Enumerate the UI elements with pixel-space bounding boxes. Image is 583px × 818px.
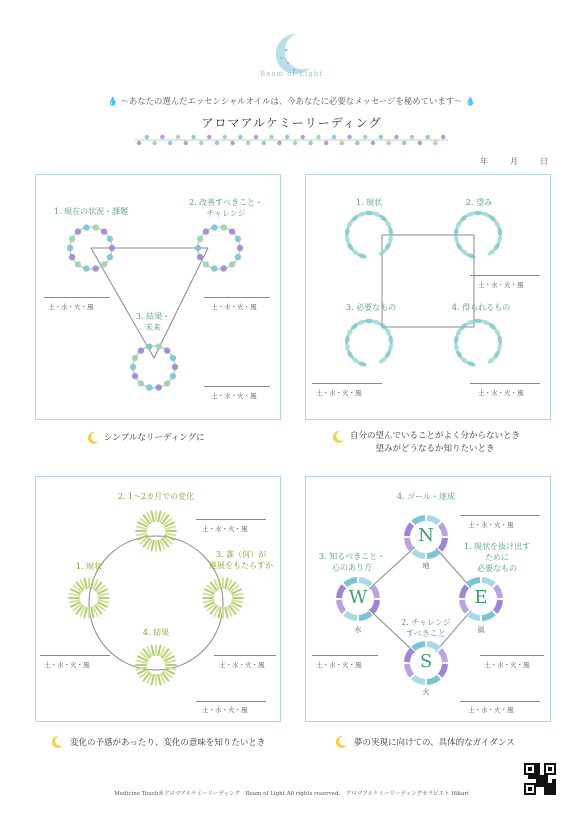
elements-text: 土・水・火・風 (316, 661, 362, 669)
date-day: 日 (540, 157, 548, 166)
crescent-moon-icon (334, 735, 348, 749)
answer-line (44, 297, 110, 298)
element-earth: 地 (422, 562, 430, 570)
date-year: 年 (480, 157, 488, 166)
panel-triangle-spread (35, 174, 281, 420)
elements-text: 土・水・火・風 (219, 661, 265, 669)
position-label-2: 2. 1〜2カ月での変化 (117, 492, 195, 501)
tagline (0, 95, 583, 107)
wreath-3 (130, 343, 178, 390)
answer-line (470, 383, 540, 384)
caption-simple: シンプルなリーディングに (104, 433, 205, 443)
position-label-1: 1. 現状 (75, 562, 103, 571)
answer-line (460, 701, 540, 702)
position-label-2: 2. チャレンジ すべきこと (401, 618, 451, 638)
answer-line (214, 655, 276, 656)
caption-change: 変化の予感があったり、変化の意味を知りたいとき (70, 738, 266, 748)
crescent-moon-icon (86, 431, 100, 445)
tagline-text: 〜あなたの選んだエッセンシャルオイルは、今あなたに必要なメッセージを秘めています〜 (120, 96, 463, 106)
answer-line (40, 655, 110, 656)
elements-text: 土・水・火・風 (202, 706, 248, 714)
elements-text: 土・水・火・風 (468, 521, 514, 529)
position-label-3: 3. 知るべきこと・ 心のあり方 (318, 552, 386, 572)
position-label-4: 4. 結果 (142, 628, 170, 637)
compass-letter-s: S (419, 651, 433, 672)
crescent-moon-icon (331, 430, 345, 444)
elements-text: 土・水・火・風 (211, 392, 257, 400)
caption-dream: 夢の実現に向けての、具体的なガイダンス (354, 738, 515, 748)
elements-text: 土・水・火・風 (44, 661, 90, 669)
position-label-3: 3. 結果・ 未来 (135, 312, 171, 332)
compass-letter-e: E (474, 587, 488, 608)
crescent-moon-icon (50, 735, 64, 749)
compass-letter-n: N (418, 525, 434, 546)
elements-text: 土・水・火・風 (484, 661, 530, 669)
elements-text: 土・水・火・風 (478, 389, 524, 397)
answer-line (480, 655, 544, 656)
sun-wreath-4 (136, 645, 176, 685)
laurel-4 (453, 319, 502, 368)
caption-desire: 自分の望んでいることがよく分からないとき 望みがどうなるか知りたいとき (350, 431, 521, 454)
answer-line (196, 519, 266, 520)
position-label-1: 1. 現在の状況・課題 (53, 207, 129, 216)
element-air: 風 (477, 626, 485, 634)
elements-text: 土・水・火・風 (48, 303, 94, 311)
element-water: 水 (354, 626, 362, 634)
panel-compass-spread (305, 476, 551, 722)
position-label-2: 2. 改善すべきこと・ チャレンジ (188, 198, 263, 218)
drop-icon: 💧 (465, 96, 476, 106)
elements-text: 土・水・火・風 (468, 706, 514, 714)
brand-name: Beam of Light (259, 70, 324, 78)
flower-garland-decoration (135, 130, 448, 150)
page-title: アロマアルケミーリーディング (201, 116, 382, 130)
position-label-3: 3. 誰（何）が 進展をもたらすか (209, 550, 273, 570)
panel-square-spread (305, 174, 551, 420)
elements-text: 土・水・火・風 (202, 525, 248, 533)
compass-letter-w: W (348, 587, 368, 608)
answer-line (204, 297, 270, 298)
answer-line (460, 515, 540, 516)
cycle-diagram (36, 477, 280, 721)
date-month: 月 (510, 157, 518, 166)
answer-line (196, 701, 266, 702)
compass-diagram (306, 477, 550, 721)
sun-wreath-2 (136, 511, 176, 551)
position-label-1: 1. 現状を抜け出す ために 必要なもの (463, 542, 531, 573)
qr-code-icon[interactable] (524, 763, 556, 795)
footer-copyright: Medicine Touch®アロマアルケミーリーディング Beam of Light All rights reserved. アロマアルケミーリーディングセラピスト Hikari (114, 791, 469, 797)
position-label-3: 3. 必要なもの (345, 303, 397, 312)
position-label-4: 4. ゴール・達成 (396, 492, 455, 501)
answer-line (312, 655, 378, 656)
laurel-3 (344, 319, 393, 368)
elements-text: 土・水・火・風 (211, 303, 257, 311)
answer-line (470, 275, 540, 276)
position-label-4: 4. 得られるもの (451, 303, 511, 312)
position-label-2: 2. 望み (465, 198, 493, 207)
answer-line (204, 386, 270, 387)
answer-line (312, 383, 382, 384)
panel-cycle-spread (35, 476, 281, 722)
elements-text: 土・水・火・風 (478, 281, 524, 289)
drop-icon: 💧 (107, 96, 118, 106)
elements-text: 土・水・火・風 (316, 389, 362, 397)
element-fire: 火 (422, 688, 430, 696)
position-label-1: 1. 現状 (355, 198, 383, 207)
